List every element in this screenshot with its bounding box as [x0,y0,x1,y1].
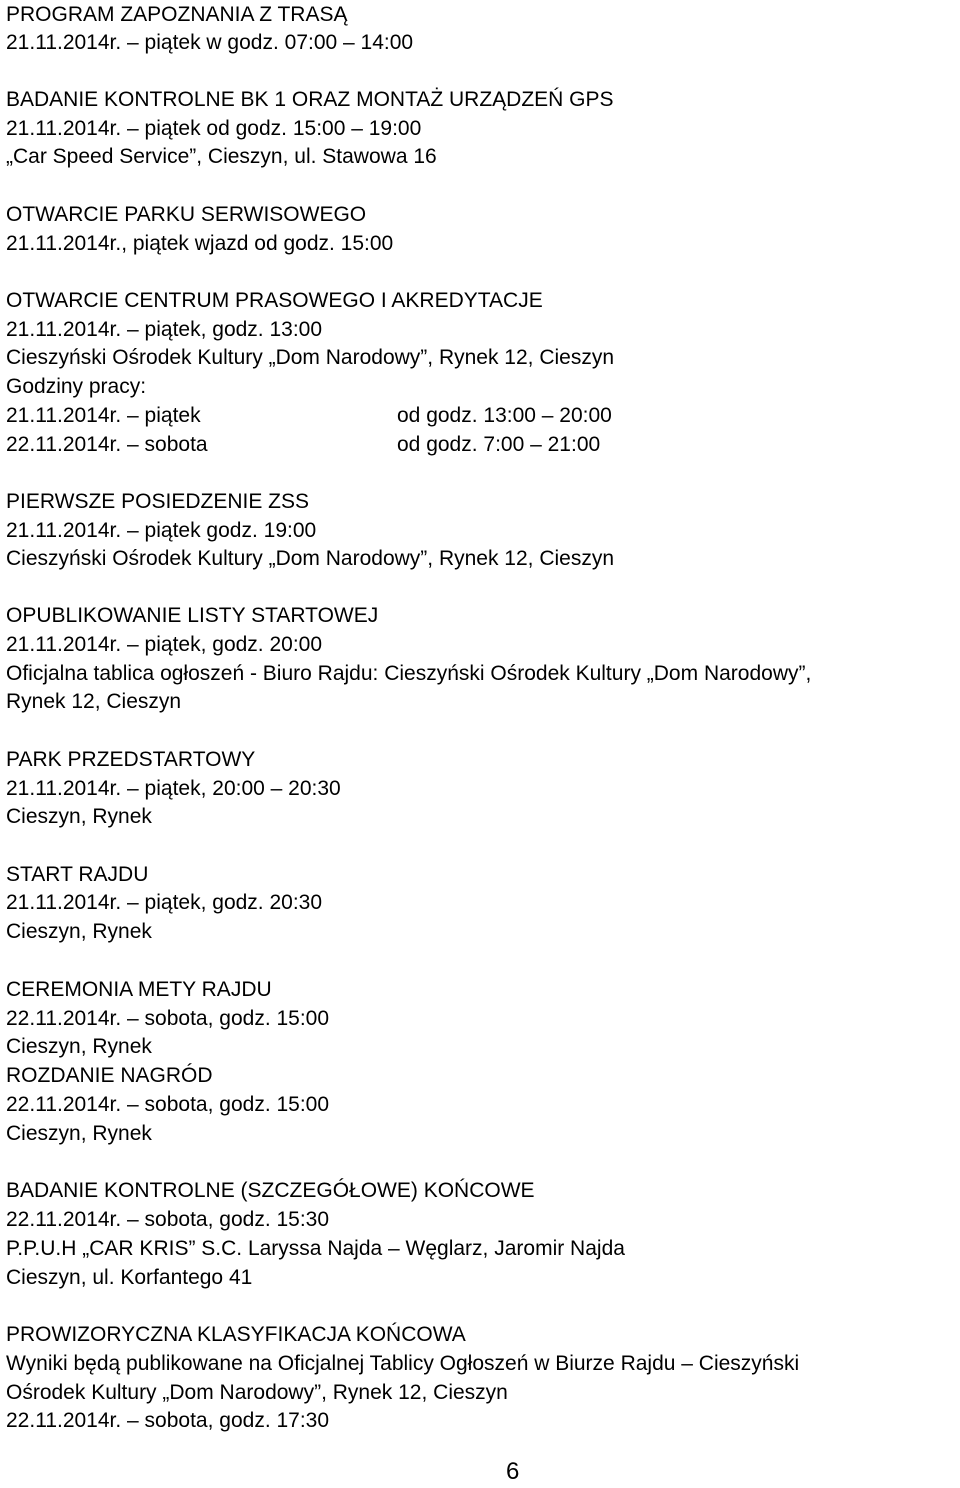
section-line: 21.11.2014r. – piątek, 20:00 – 20:30 [6,777,341,800]
section-line: 22.11.2014r. – sobota, godz. 15:00 [6,1007,330,1030]
section-line: 21.11.2014r. – piątek, godz. 20:30 [6,891,323,914]
section-title: OTWARCIE PARKU SERWISOWEGO [6,203,367,226]
section-line: Cieszyński Ośrodek Kultury „Dom Narodowy”, Rynek 12, Cieszyn [6,547,615,570]
section-line: Cieszyn, Rynek [6,805,152,828]
section-line: 21.11.2014r. – piątek w godz. 07:00 – 14:00 [6,31,414,54]
section-title: OPUBLIKOWANIE LISTY STARTOWEJ [6,604,379,627]
hours-row [6,401,612,430]
section-title: BADANIE KONTROLNE BK 1 ORAZ MONTAŻ URZĄDZEŃ GPS [6,88,614,111]
section-line: 21.11.2014r. – piątek, godz. 13:00 [6,318,323,341]
hours-day: 21.11.2014r. – piątek [6,404,201,427]
section-title: ROZDANIE NAGRÓD [6,1064,213,1087]
section-line: Cieszyn, ul. Korfantego 41 [6,1266,253,1289]
section-title: PIERWSZE POSIEDZENIE ZSS [6,490,310,513]
section-title: PARK PRZEDSTARTOWY [6,748,256,771]
section-line: P.P.U.H „CAR KRIS” S.C. Laryssa Najda – Węglarz, Jaromir Najda [6,1237,625,1260]
section-line: Cieszyński Ośrodek Kultury „Dom Narodowy”, Rynek 12, Cieszyn [6,346,615,369]
section-line: Cieszyn, Rynek [6,1122,152,1145]
hours-time: od godz. 7:00 – 21:00 [397,433,601,456]
section-title: PROGRAM ZAPOZNANIA Z TRASĄ [6,3,348,26]
section-line: Godziny pracy: [6,375,147,398]
section-title: PROWIZORYCZNA KLASYFIKACJA KOŃCOWA [6,1323,466,1346]
section-title: OTWARCIE CENTRUM PRASOWEGO I AKREDYTACJE [6,289,543,312]
section-line: 21.11.2014r. – piątek, godz. 20:00 [6,633,323,656]
section-line: 22.11.2014r. – sobota, godz. 15:30 [6,1208,330,1231]
page-number: 6 [506,1458,520,1485]
section-line: Oficjalna tablica ogłoszeń - Biuro Rajdu: Cieszyński Ośrodek Kultury „Dom Narodowy”, [6,662,812,685]
section-line: Cieszyn, Rynek [6,1035,152,1058]
section-line: Ośrodek Kultury „Dom Narodowy”, Rynek 12, Cieszyn [6,1381,508,1404]
hours-row [6,430,601,459]
section-line: Wyniki będą publikowane na Oficjalnej Tablicy Ogłoszeń w Biurze Rajdu – Cieszyński [6,1352,800,1375]
hours-day: 22.11.2014r. – sobota [6,433,208,456]
section-line: 21.11.2014r. – piątek godz. 19:00 [6,519,317,542]
section-title: CEREMONIA METY RAJDU [6,978,272,1001]
hours-time: od godz. 13:00 – 20:00 [397,404,612,427]
section-title: START RAJDU [6,863,149,886]
section-line: Rynek 12, Cieszyn [6,690,182,713]
section-line: 21.11.2014r. – piątek od godz. 15:00 – 19:00 [6,117,422,140]
section-line: 21.11.2014r., piątek wjazd od godz. 15:00 [6,232,394,255]
section-line: Cieszyn, Rynek [6,920,152,943]
section-title: BADANIE KONTROLNE (SZCZEGÓŁOWE) KOŃCOWE [6,1179,535,1202]
section-line: 22.11.2014r. – sobota, godz. 17:30 [6,1409,330,1432]
section-line: „Car Speed Service”, Cieszyn, ul. Stawowa 16 [6,145,437,168]
section-line: 22.11.2014r. – sobota, godz. 15:00 [6,1093,330,1116]
